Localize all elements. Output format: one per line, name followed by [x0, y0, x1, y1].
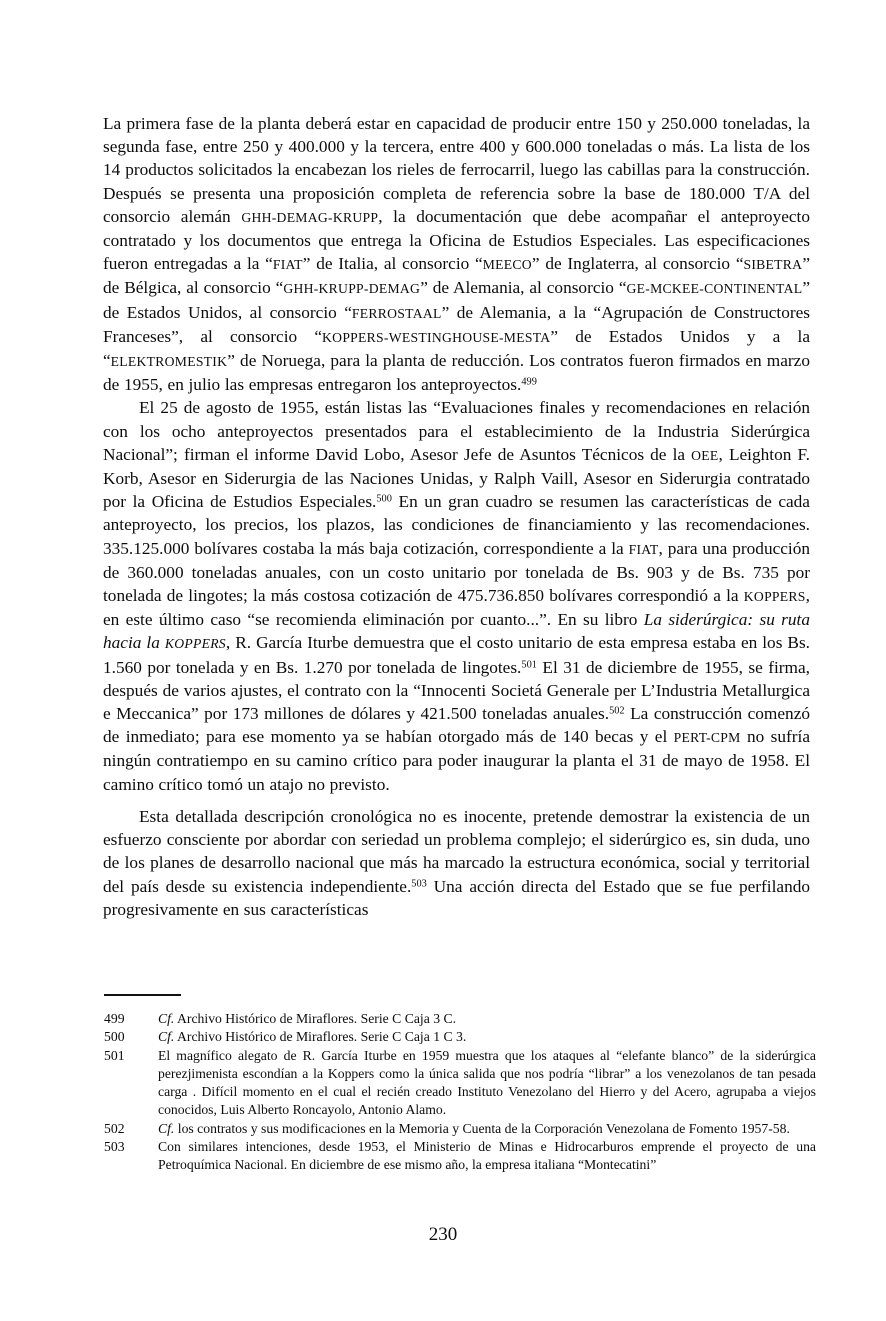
- text-run: , Leighton F. Korb, Asesor en Siderurgia de las Naciones Unidas, y Ralph Vaill, Asesor en Siderurgia contratado por la Oficina de Estudios Especiales.: [103, 444, 810, 512]
- footnote-500: [104, 1028, 816, 1046]
- text-run: OEE: [691, 447, 719, 463]
- text-run: El 25 de agosto de 1955, están listas las “Evaluaciones finales y recomendaciones en relación con los ocho anteproyectos presentados para el establecimiento de la Industria Siderúrgica Nacional”; firman el informe David Lobo, Asesor Jefe de Asuntos Técnicos de la: [103, 398, 810, 464]
- text-run: 503: [411, 877, 427, 889]
- text-run: ” de Noruega, para la planta de reducción. Los contratos fueron firmados en marzo de 1955, en julio las empresas entregaron los anteproyectos.: [103, 351, 810, 395]
- page-number: 230: [428, 1224, 458, 1245]
- footnote-501: [104, 1047, 816, 1120]
- text-run: FIAT: [628, 541, 659, 557]
- paragraph-1: [103, 112, 810, 396]
- text-run: Esta detallada descripción cronológica no es inocente, pretende demostrar la existencia de un esfuerzo consciente por abordar con seriedad un problema complejo; el siderúrgico es, sin duda, uno de los planes de desarrollo nacional que más ha marcado la estructura económica, social y territorial del país desde su existencia independiente.: [103, 806, 810, 896]
- text-run: Una acción directa del Estado que se fue perfilando progresivamente en sus características: [103, 876, 810, 919]
- text-run: ” de Alemania, al consorcio “: [420, 278, 627, 298]
- footnote-text: [158, 1047, 816, 1120]
- text-run: GHH-KRUPP-DEMAG: [283, 281, 421, 297]
- text-run: FERROSTAAL: [351, 305, 442, 321]
- footnote-number: 503: [104, 1139, 125, 1155]
- footnote-499: [104, 1010, 816, 1028]
- text-run: El 31 de diciembre de 1955, se firma, después de varios ajustes, el contrato con la “Innocenti Societá Generale per L’Industria Metallurgica e Meccanica” por 173 millones de dólares y 421.500 toneladas anuales.: [103, 657, 810, 724]
- text-run: GE-MCKEE-CONTINENTAL: [626, 281, 803, 297]
- paragraph-3: [103, 805, 810, 921]
- text-run: En un gran cuadro se resumen las características de cada anteproyecto, los precios, los plazos, las condiciones de financiamiento y las recomendaciones. 335.125.000 bolívares costaba la más baja cotización, correspondiente a la: [103, 492, 810, 558]
- text-run: FIAT: [272, 257, 303, 273]
- text-run: SIBETRA: [743, 257, 803, 273]
- text-run: MEECO: [482, 257, 532, 273]
- text-run: GHH-DEMAG-KRUPP: [241, 209, 379, 225]
- text-run: ” de Bélgica, al consorcio “: [103, 254, 810, 298]
- text-run: La primera fase de la planta deberá estar en capacidad de producir entre 150 y 250.000 toneladas, la segunda fase, entre 250 y 400.000 y la tercera, entre 400 y 600.000 toneladas o más. La lista de los 14 productos solicitados la encabezan los rieles de ferrocarril, luego las cabillas para la construcción. Después se presenta una proposición completa de referencia sobre la base de 180.000 T/A del consorcio alemán: [103, 114, 810, 226]
- text-run: Cf.: [158, 1120, 175, 1136]
- text-run: 499: [521, 376, 537, 388]
- text-run: , para una producción de 360.000 toneladas anuales, con un costo unitario por tonelada de Bs. 903 y de Bs. 735 por tonelada de lingotes; la más costosa cotización de 475.736.850 bolívares correspondió a la: [103, 538, 811, 606]
- text-run: ” de Alemania, a la “Agrupación de Constructores Franceses”, al consorcio “: [103, 302, 810, 346]
- text-run: Cf.: [158, 1011, 175, 1026]
- text-run: La construcción comenzó de inmediato; para ese momento ya se habían otorgado más de 140 becas y el: [103, 704, 811, 747]
- body-text: [103, 112, 810, 921]
- text-run: El magnífico alegato de R. García Iturbe en 1959 muestra que los ataques al “elefante blanco” de la siderúrgica perezjimenista escondían a la Koppers como la única salida que nos podría “librar” a los venezolanos de tan pesada carga . Difícil momento en el cual el recién creado Instituto Venezolano del Hierro y del Acero, agrupaba a viejos conocidos, Luis Alberto Roncayolo, Antonio Alamo.: [158, 1047, 816, 1118]
- footnote-separator: [104, 994, 181, 996]
- text-run: 500: [376, 493, 392, 505]
- footnote-502: [104, 1120, 816, 1138]
- footnote-number: 502: [104, 1120, 125, 1136]
- text-run: 501: [521, 658, 537, 670]
- text-run: , R. García Iturbe demuestra que el costo unitario de esta empresa estaba en los Bs. 1.560 por tonelada y en Bs. 1.270 por tonelada de lingotes.: [103, 633, 810, 677]
- text-run: ” de Estados Unidos, al consorcio “: [103, 278, 810, 322]
- text-run: Archivo Histórico de Miraflores. Serie C Caja 1 C 3.: [174, 1029, 467, 1045]
- footnote-503: [104, 1138, 816, 1175]
- text-run: no sufría ningún contratiempo en su camino crítico para poder inaugurar la planta el 31 de mayo de 1958. El camino crítico tomó un atajo no previsto.: [103, 727, 810, 794]
- text-run: los contratos y sus modificaciones en la Memoria y Cuenta de la Corporación Venezolana de Fomento 1957-58.: [174, 1120, 790, 1136]
- footnotes-list: [104, 1010, 816, 1175]
- text-run: Cf.: [158, 1029, 175, 1045]
- text-run: , la documentación que debe acompañar el anteproyecto contratado y los documentos que entrega la Oficina de Estudios Especiales. Las especificaciones fueron entregadas a la “: [103, 206, 810, 274]
- text-run: ” de Inglaterra, al consorcio “: [531, 254, 744, 274]
- footnote-text: [158, 1138, 816, 1175]
- text-run: KOPPERS: [743, 589, 806, 605]
- text-run: ” de Italia, al consorcio “: [302, 254, 483, 274]
- paragraph-2: [103, 396, 810, 795]
- text-run: PERT-CPM: [673, 730, 741, 746]
- text-run: La siderúrgica: su ruta hacia la: [103, 610, 810, 653]
- footnote-number: 501: [104, 1047, 125, 1063]
- footnote-number: 500: [104, 1029, 125, 1045]
- text-run: ELEKTROMESTIK: [110, 354, 228, 370]
- footnote-text: [158, 1028, 816, 1046]
- text-run: 502: [609, 705, 625, 717]
- footnote-number: 499: [104, 1011, 125, 1026]
- text-run: ” de Estados Unidos y a la “: [103, 326, 810, 371]
- text-run: KOPPERS: [164, 636, 226, 652]
- footnote-text: [158, 1120, 816, 1138]
- footnote-text: [158, 1010, 816, 1028]
- text-run: , en este último caso “se recomienda eliminación por cuanto...”. En su libro: [103, 586, 810, 630]
- text-run: Con similares intenciones, desde 1953, el Ministerio de Minas e Hidrocarburos emprende el proyecto de una Petroquímica Nacional. En diciembre de ese mismo año, la empresa italiana “Montecatini”: [158, 1139, 816, 1173]
- text-run: KOPPERS-WESTINGHOUSE-MESTA: [322, 329, 551, 345]
- text-run: Archivo Histórico de Miraflores. Serie C Caja 3 C.: [174, 1011, 457, 1026]
